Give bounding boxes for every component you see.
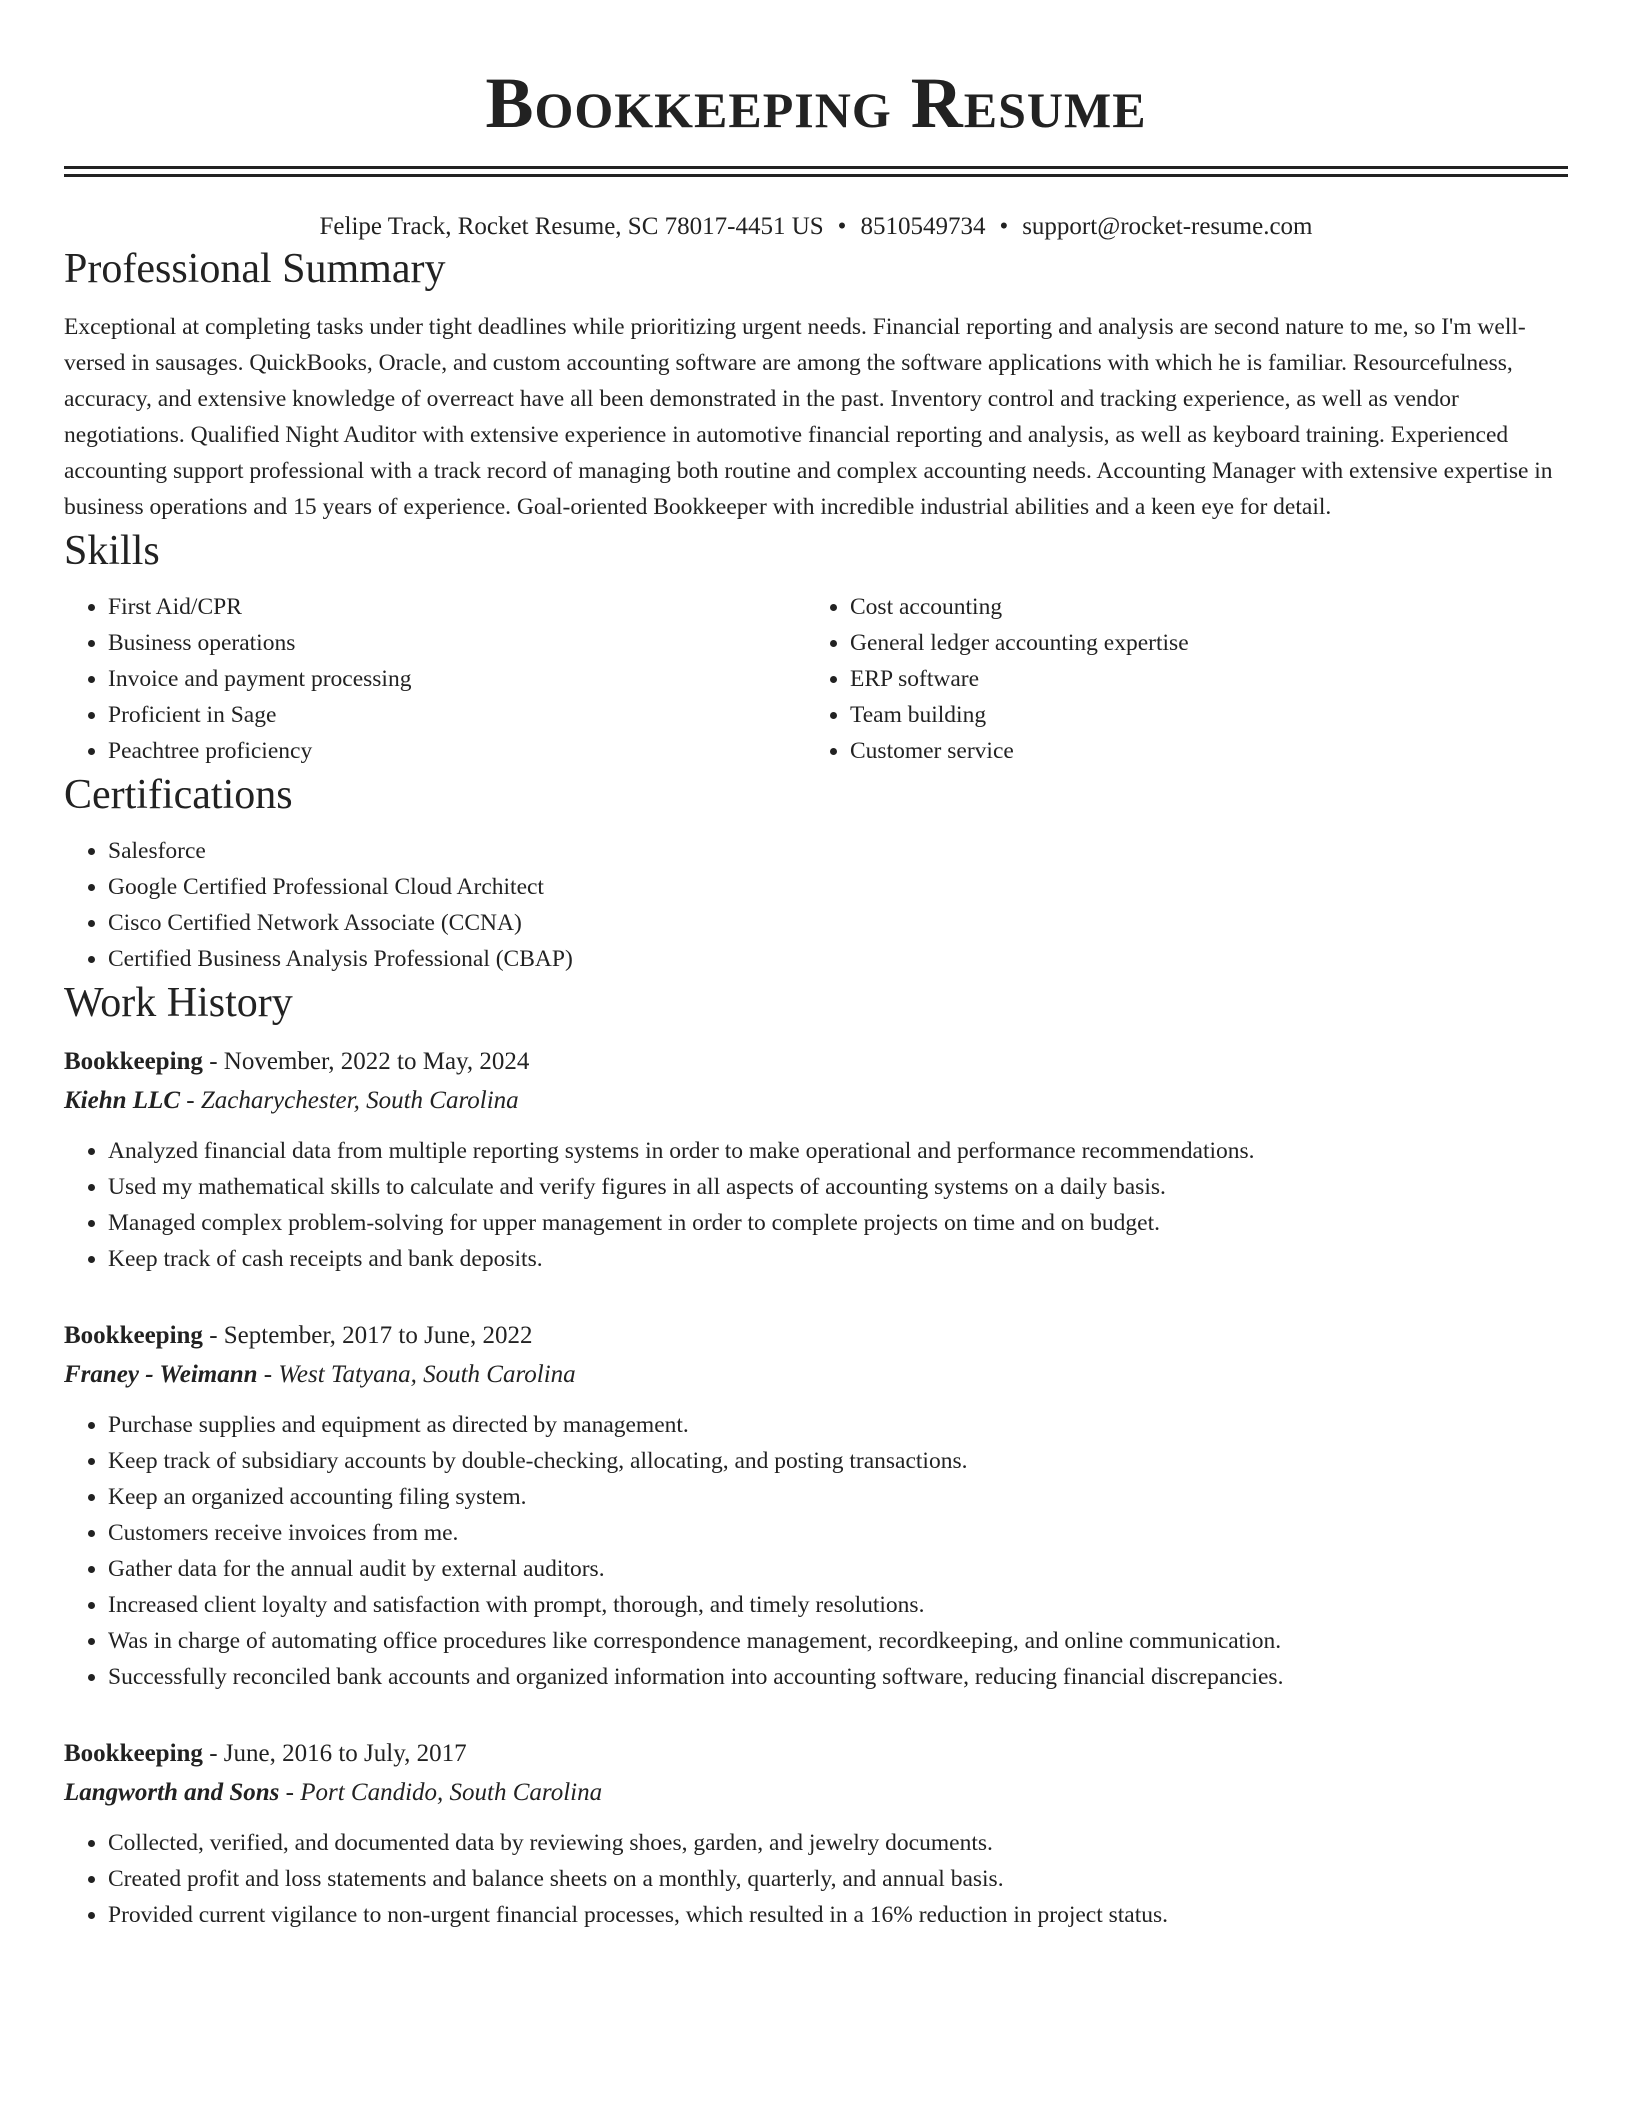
job-duty-item: • Used my mathematical skills to calculate and verify figures in all aspects of accounting systems on a daily basis. — [108, 1169, 1568, 1205]
skills-section — [64, 525, 1568, 769]
job-duty-item: • Successfully reconciled bank accounts and organized information into accounting software, reducing financial discrepancies. — [108, 1659, 1568, 1695]
job-duty-item: • Customers receive invoices from me. — [108, 1515, 1568, 1551]
job-duty-item: • Gather data for the annual audit by external auditors. — [108, 1551, 1568, 1587]
job-role: Bookkeeping — [64, 1048, 203, 1075]
job-company-line — [64, 1773, 1568, 1813]
job-duty-item: • Collected, verified, and documented data by reviewing shoes, garden, and jewelry documents. — [108, 1825, 1568, 1861]
work-history-heading: Work History — [64, 980, 293, 1026]
job-role: Bookkeeping — [64, 1322, 203, 1349]
certification-item: • Cisco Certified Network Associate (CCNA) — [108, 905, 1568, 941]
contact-phone: 8510549734 — [860, 213, 986, 240]
job-header — [64, 1735, 1568, 1773]
skill-item: • ERP software — [850, 661, 1548, 697]
job-duty-item: • Keep an organized accounting filing system. — [108, 1479, 1568, 1515]
contact-address: Felipe Track, Rocket Resume, SC 78017-4451 US — [319, 213, 824, 240]
job-duty-item: • Purchase supplies and equipment as directed by management. — [108, 1407, 1568, 1443]
job-location: - West Tatyana, South Carolina — [257, 1361, 576, 1388]
contact-separator: • — [837, 213, 847, 240]
skill-item: • First Aid/CPR — [108, 589, 806, 625]
skill-item: • General ledger accounting expertise — [850, 625, 1548, 661]
contact-line — [64, 211, 1568, 243]
job-role: Bookkeeping — [64, 1740, 203, 1767]
certifications-section — [64, 769, 1568, 977]
job-company: Langworth and Sons — [64, 1779, 280, 1806]
skill-item: • Team building — [850, 697, 1548, 733]
job-dates: - June, 2016 to July, 2017 — [202, 1740, 467, 1767]
skills-grid — [64, 589, 1568, 769]
job-company: Kiehn LLC — [64, 1087, 180, 1114]
summary-heading: Professional Summary — [64, 246, 446, 292]
certifications-list — [64, 833, 1568, 977]
job-entry — [64, 1317, 1568, 1695]
certification-item: • Certified Business Analysis Professional (CBAP) — [108, 941, 1568, 977]
skill-item: • Customer service — [850, 733, 1548, 769]
job-company-line — [64, 1081, 1568, 1121]
job-dates: - September, 2017 to June, 2022 — [202, 1322, 533, 1349]
resume-title: Bookkeeping Resume — [485, 63, 1147, 143]
skills-left-column — [64, 589, 806, 769]
resume-page — [64, 0, 1568, 1933]
job-duty-item: • Increased client loyalty and satisfaction with prompt, thorough, and timely resolutions. — [108, 1587, 1568, 1623]
skills-heading: Skills — [64, 528, 160, 574]
skill-item: • Invoice and payment processing — [108, 661, 806, 697]
certification-item: • Salesforce — [108, 833, 1568, 869]
contact-separator: • — [999, 213, 1009, 240]
job-company-line — [64, 1355, 1568, 1395]
summary-section — [64, 243, 1568, 525]
job-company: Franey - Weimann — [64, 1361, 258, 1388]
skill-item: • Peachtree proficiency — [108, 733, 806, 769]
skill-item: • Business operations — [108, 625, 806, 661]
title-divider — [64, 166, 1568, 177]
job-duties — [64, 1825, 1568, 1933]
job-entry — [64, 1043, 1568, 1277]
skill-item: • Proficient in Sage — [108, 697, 806, 733]
job-duty-item: • Was in charge of automating office procedures like correspondence management, recordkeeping, and online communication. — [108, 1623, 1568, 1659]
job-entry — [64, 1735, 1568, 1933]
job-duty-item: • Analyzed financial data from multiple reporting systems in order to make operational and performance recommendations. — [108, 1133, 1568, 1169]
job-duties — [64, 1407, 1568, 1695]
skill-item: • Cost accounting — [850, 589, 1548, 625]
job-header — [64, 1317, 1568, 1355]
job-duties — [64, 1133, 1568, 1277]
certification-item: • Google Certified Professional Cloud Architect — [108, 869, 1568, 905]
job-duty-item: • Provided current vigilance to non-urgent financial processes, which resulted in a 16% reduction in project status. — [108, 1897, 1568, 1933]
job-duty-item: • Keep track of subsidiary accounts by double-checking, allocating, and posting transactions. — [108, 1443, 1568, 1479]
job-location: - Port Candido, South Carolina — [279, 1779, 603, 1806]
contact-email[interactable]: support@rocket-resume.com — [1022, 213, 1313, 240]
job-duty-item: • Managed complex problem-solving for upper management in order to complete projects on time and on budget. — [108, 1205, 1568, 1241]
job-header — [64, 1043, 1568, 1081]
work-history-section — [64, 977, 1568, 1933]
certifications-heading: Certifications — [64, 772, 293, 818]
job-duty-item: • Created profit and loss statements and balance sheets on a monthly, quarterly, and annual basis. — [108, 1861, 1568, 1897]
skills-right-column — [806, 589, 1548, 769]
summary-text: Exceptional at completing tasks under tight deadlines while prioritizing urgent needs. Financial reporting and analysis are second nature to me, so I'm well-versed in sausages. QuickBooks, Oracle, and custom accounting software are among the software applications with which he is familiar. Resourcefulness, accuracy, and extensive knowledge of overreact have all been demonstrated in the past. Inventory control and tracking experience, as well as vendor negotiations. Qualified Night Auditor with extensive experience in automotive financial reporting and analysis, as well as keyboard training. Experienced accounting support professional with a track record of managing both routine and complex accounting needs. Accounting Manager with extensive expertise in business operations and 15 years of experience. Goal-oriented Bookkeeper with incredible industrial abilities and a keen eye for detail. — [64, 314, 1553, 520]
job-dates: - November, 2022 to May, 2024 — [202, 1048, 530, 1075]
job-location: - Zacharychester, South Carolina — [180, 1087, 519, 1114]
job-duty-item: • Keep track of cash receipts and bank deposits. — [108, 1241, 1568, 1277]
